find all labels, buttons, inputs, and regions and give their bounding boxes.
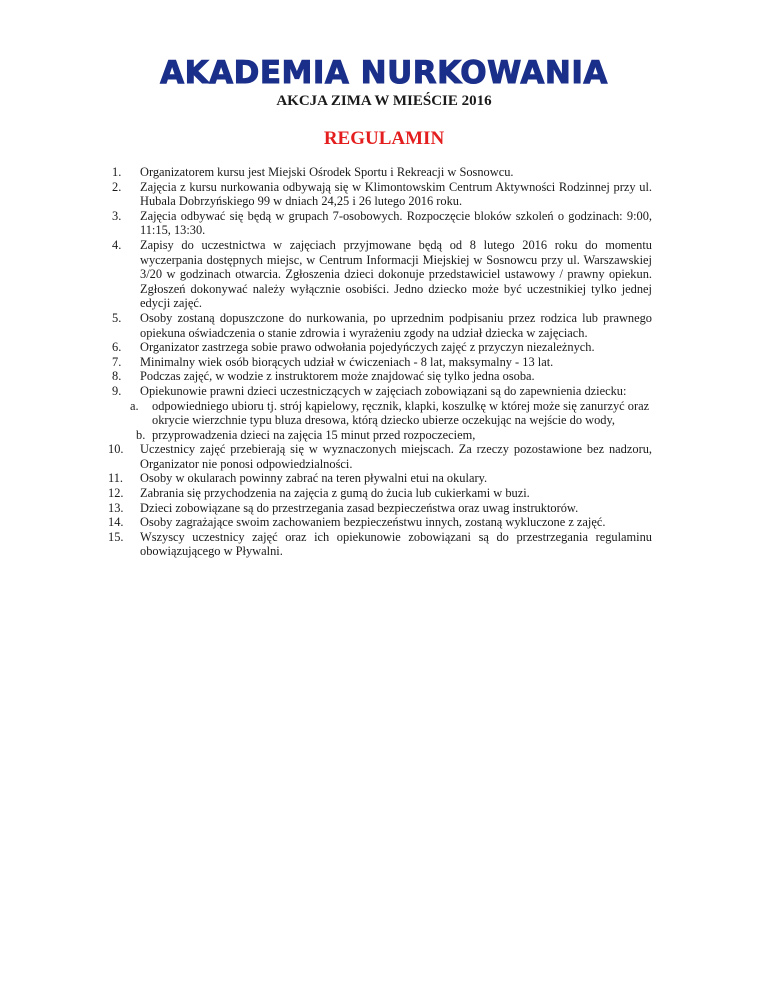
rule-number: 7. [112,354,122,369]
subitem-text: przyprowadzenia dzieci na zajęcia 15 minut przed rozpoczeciem, [152,427,476,442]
rule-text: Zabrania się przychodzenia na zajęcia z gumą do żucia lub cukierkami w buzi. [140,486,530,501]
rule-item-7 [112,355,652,370]
rule-item-12 [108,486,652,501]
subitem-text: odpowiedniego ubioru tj. strój kąpielowy, ręcznik, klapki, koszulkę w której może się zanurzyć oraz okrycie wierzchnie typu bluza dresowa, którą dziecko ubierze oczekując na wejście do wody, [152,398,650,428]
rule-number: 3. [112,208,122,223]
rule-text: Osoby zagrażające swoim zachowaniem bezpieczeństwu innych, zostaną wykluczone z zajęć. [140,515,606,530]
rule-number: 14. [108,515,124,530]
rule-text: Osoby zostaną dopuszczone do nurkowania, po uprzednim podpisaniu przez rodzica lub prawnego opiekuna oświadczenia o stanie zdrowia i wyrażeniu zgody na udział dziecka w zajęciach. [140,310,652,340]
rule-text: Organizator zastrzega sobie prawo odwołania pojedyńczych zajęć z przyczyn niezależnych. [140,340,595,355]
rule-number: 5. [112,310,122,325]
rule-item-13 [108,500,652,516]
rule-9-subitem-a [112,399,652,428]
rule-item-3 [112,209,652,238]
rule-item-8 [112,369,652,384]
regulations-heading: REGULAMIN [323,128,445,149]
rule-text: Zajęcia odbywać się będą w grupach 7-osobowych. Rozpoczęcie bloków szkoleń o godzinach: 9:00, 11:15, 13:30. [140,208,652,238]
rule-number: 6. [112,340,122,355]
rule-9-subitem-b [112,428,652,443]
rule-text: Wszyscy uczestnicy zajęć oraz ich opiekunowie zobowiązani są do przestrzegania regulaminu obowiązującego w Pływalni. [140,529,652,559]
rule-text: Dzieci zobowiązane są do przestrzegania zasad bezpieczeństwa oraz uwag instruktorów. [140,500,579,515]
rule-item-14 [108,515,652,530]
rule-text: Minimalny wiek osób biorących udział w ćwiczeniach - 8 lat, maksymalny - 13 lat. [140,354,554,369]
rule-item-4 [112,238,652,311]
rule-item-11 [108,471,652,486]
rule-number: 4. [112,237,122,252]
rule-text: Organizatorem kursu jest Miejski Ośrodek Sportu i Rekreacji w Sosnowcu. [140,165,514,179]
rule-item-2 [112,180,652,209]
rule-number: 2. [112,179,122,194]
rule-number: 11. [108,471,124,486]
rule-item-9 [112,384,652,399]
rule-number: 10. [108,442,124,457]
subitem-letter: a. [130,398,139,413]
rule-number: 12. [108,486,124,501]
rule-item-1 [112,165,652,180]
rule-number: 15. [108,529,124,544]
rule-text: Osoby w okularach powinny zabrać na teren pływalni etui na okulary. [140,471,488,486]
rule-text: Zajęcia z kursu nurkowania odbywają się w Klimontowskim Centrum Aktywności Rodzinnej przy ul. Hubala Dobrzyńskiego 99 w dniach 24,25 i 26 lutego 2016 roku. [140,179,652,209]
rule-text: Podczas zajęć, w wodzie z instruktorem może znajdować się tylko jedna osoba. [140,369,535,384]
rule-item-10 [108,442,652,471]
rule-text: Opiekunowie prawni dzieci uczestniczących w zajęciach zobowiązani są do zapewnienia dziecku: [140,383,627,398]
rules-list [108,165,652,559]
rule-number: 1. [112,165,122,179]
rule-number: 8. [112,369,122,384]
document-title: AKADEMIA NURKOWANIA [160,55,608,91]
rule-text: Zapisy do uczestnictwa w zajęciach przyjmowane będą od 8 lutego 2016 roku do momentu wyczerpania dostępnych miejsc, w Centrum Informacji Miejskiej w Sosnowcu przy ul. Warszawskiej 3/20 w godzinach otwarcia. Zgłoszenia dzieci dokonuje przedstawiciel ustawowy / prawny opiekun. Zgłoszeń dokonywać należy wyłącznie osobiści. Jedno dziecko może być uczestnikiej tylko jednej edycji zajęć. [140,237,652,311]
rule-item-5 [112,311,652,340]
rule-item-15 [108,529,652,559]
rule-number: 9. [112,383,122,398]
rule-item-6 [112,340,652,355]
document-subtitle: AKCJA ZIMA W MIEŚCIE 2016 [276,93,492,109]
subitem-letter: b. [136,427,146,442]
rule-number: 13. [108,500,124,515]
rule-text: Uczestnicy zajęć przebierają się w wyznaczonych miejscach. Za rzeczy pozostawione bez nadzoru, Organizator nie ponosi odpowiedzialności. [140,442,652,471]
